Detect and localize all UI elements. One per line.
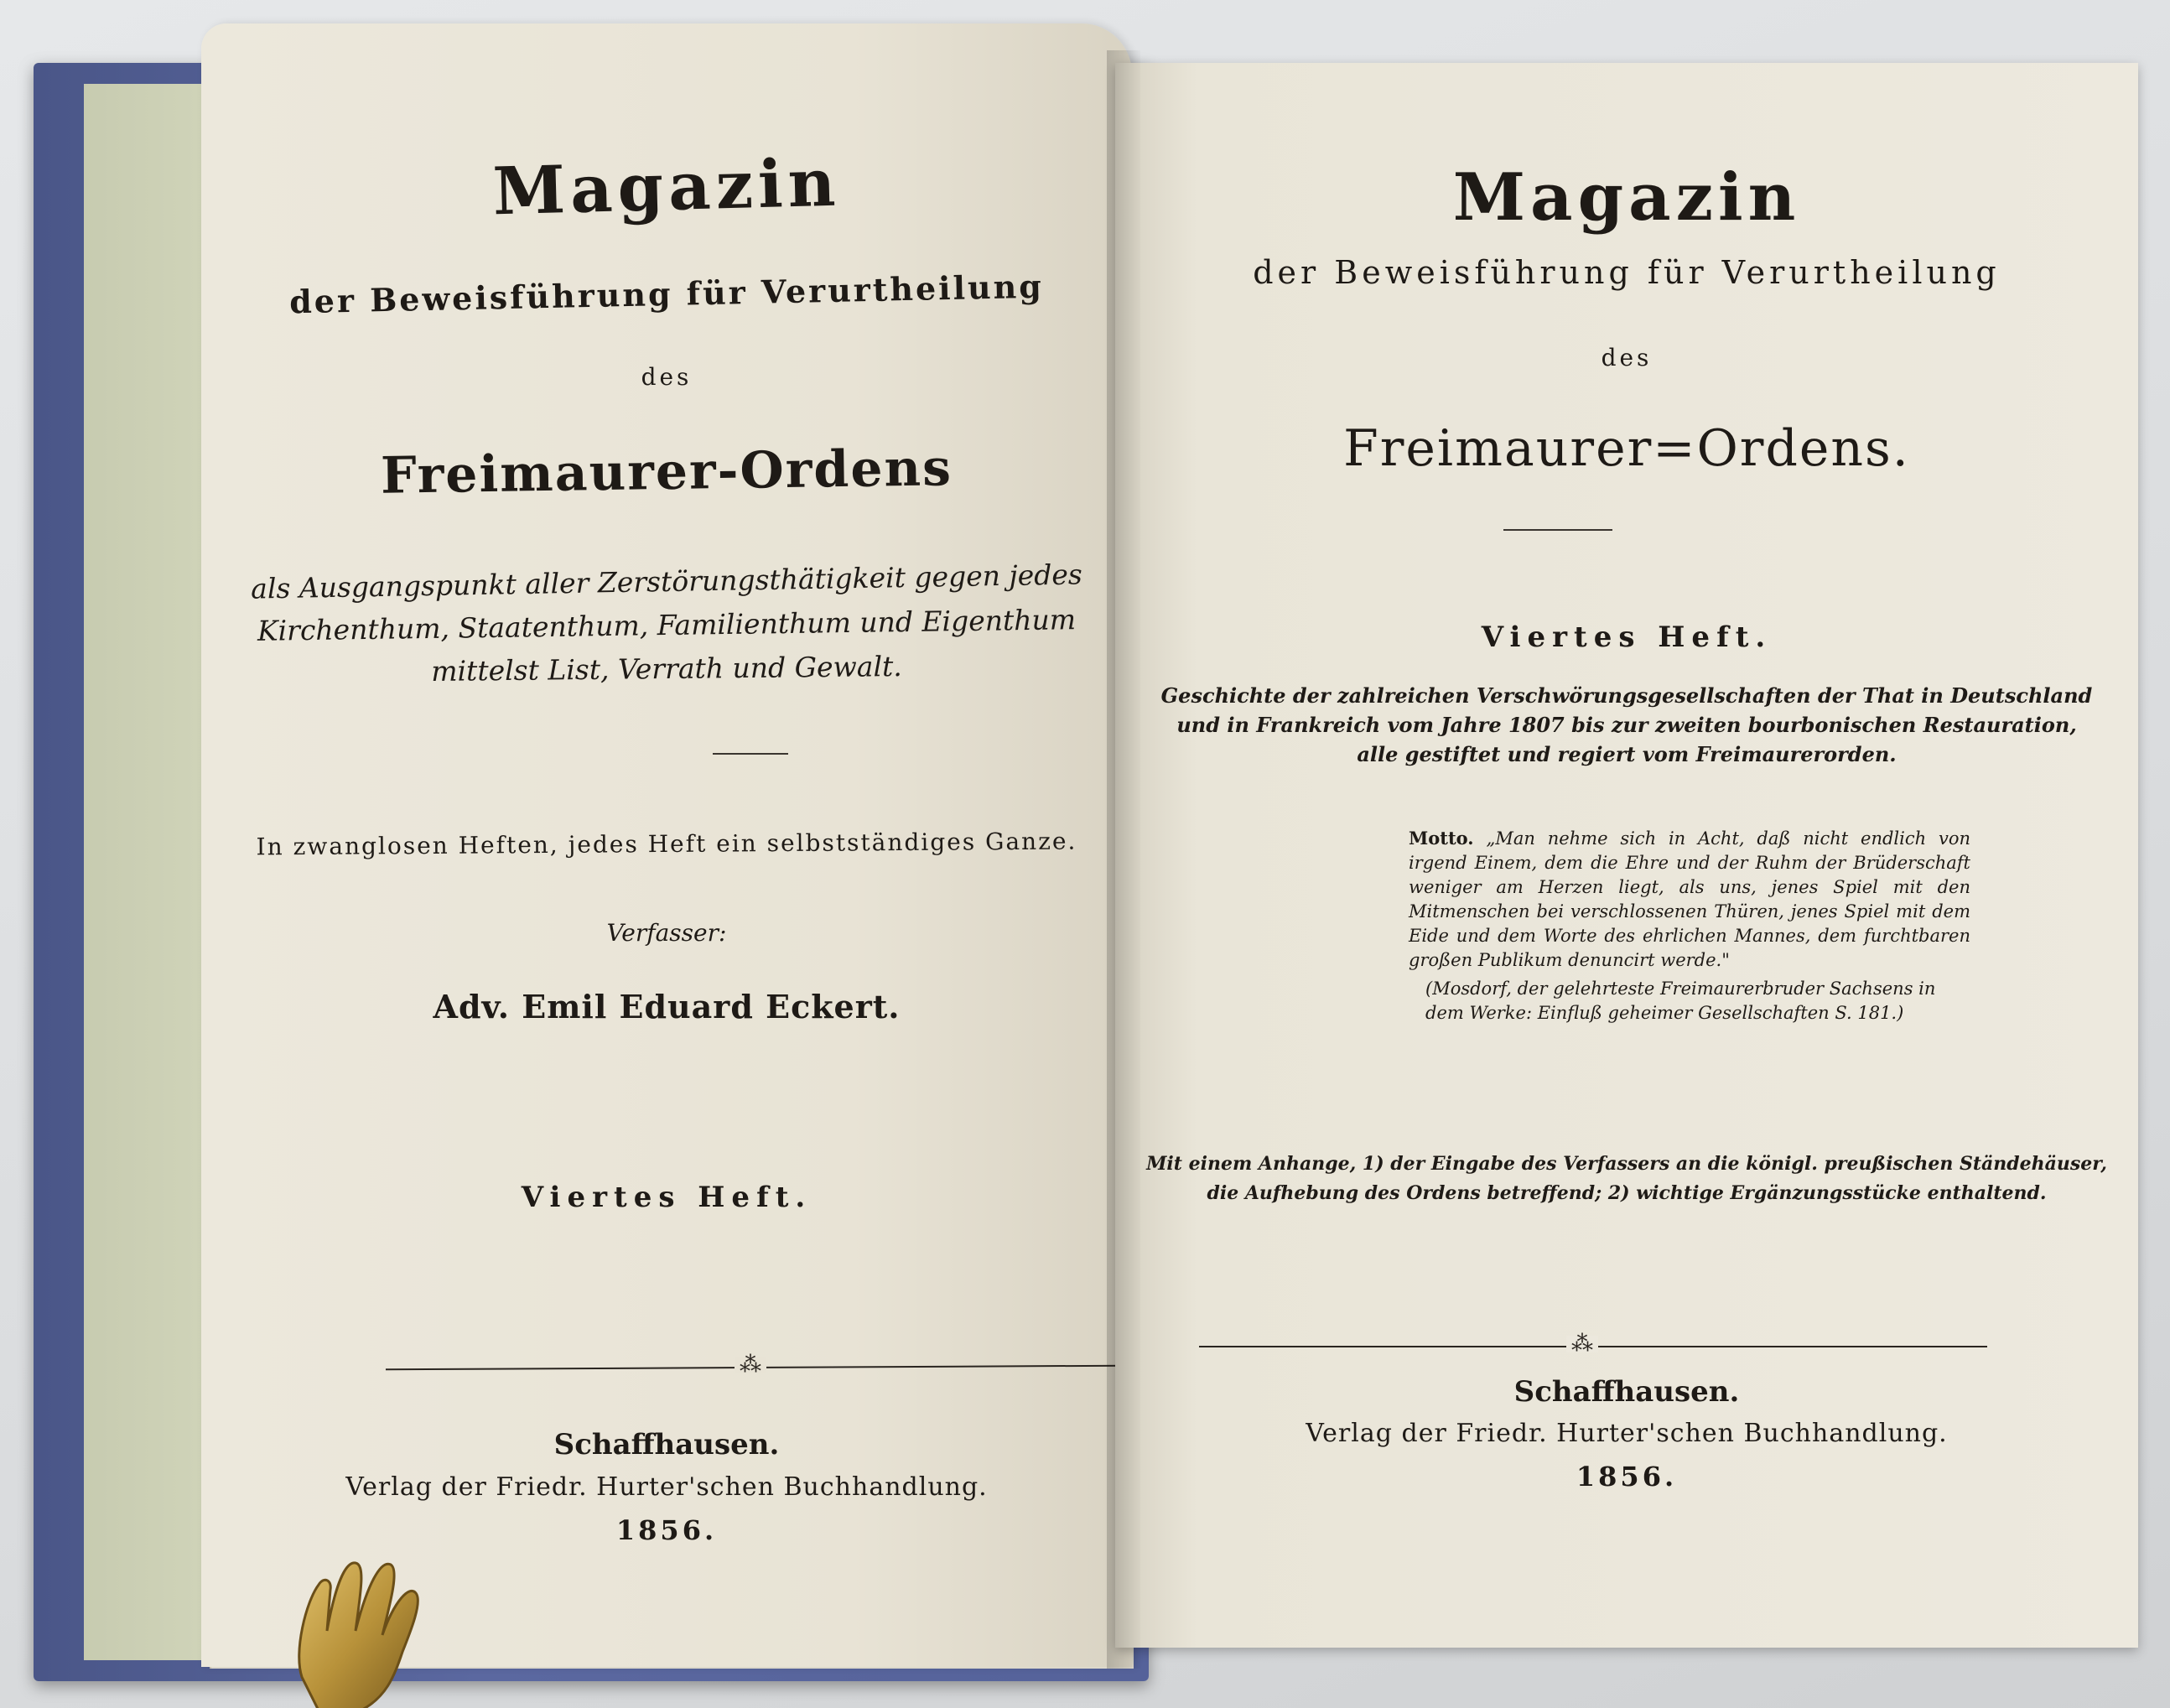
motto-label: Motto. [1409, 828, 1474, 849]
left-des: des [641, 363, 693, 391]
left-title: Magazin [491, 144, 842, 231]
left-issue: Viertes Heft. [521, 1181, 812, 1214]
left-author: Adv. Emil Eduard Eckert. [433, 988, 901, 1025]
right-year: 1856. [1576, 1461, 1678, 1493]
right-rule-ornament-icon: ⁂ [1566, 1336, 1598, 1352]
left-rule-ornament-icon: ⁂ [735, 1357, 766, 1373]
left-city: Schaffhausen. [553, 1428, 780, 1461]
right-des: des [1601, 344, 1653, 371]
left-body-line-2: Kirchenthum, Staatenthum, Familienthum und Eigenthum [257, 603, 1077, 647]
left-body-line-3: mittelst List, Verrath und Gewalt. [431, 650, 902, 688]
right-subtitle: der Beweisführung für Verurtheilung [1253, 254, 2001, 291]
right-title: Magazin [1452, 159, 1801, 236]
left-subtitle: der Beweisführung für Verurtheilung [288, 267, 1045, 321]
left-publisher: Verlag der Friedr. Hurter'schen Buchhandlung. [345, 1472, 988, 1502]
right-short-rule [1503, 529, 1612, 531]
right-city: Schaffhausen. [1513, 1375, 1740, 1409]
right-motto [1409, 826, 1970, 973]
right-appendix-line-2: die Aufhebung des Ordens betreffend; 2) wichtige Ergänzungsstücke enthaltend. [1207, 1182, 2047, 1204]
right-desc-line-2: und in Frankreich vom Jahre 1807 bis zur zweiten bourbonischen Restauration, [1176, 713, 2077, 737]
left-author-label: Verfasser: [606, 919, 727, 947]
left-short-rule [713, 753, 788, 755]
left-year: 1856. [615, 1514, 718, 1546]
right-desc-line-1: Geschichte der zahlreichen Verschwörungsgesellschaften der That in Deutschland [1160, 683, 2093, 708]
brass-hand-icon [268, 1551, 453, 1708]
right-publisher: Verlag der Friedr. Hurter'schen Buchhandlung. [1306, 1419, 1948, 1448]
right-appendix-line-1: Mit einem Anhange, 1) der Eingabe des Verfassers an die königl. preußischen Ständehäuser, [1146, 1153, 2107, 1175]
right-desc-line-3: alle gestiftet und regiert vom Freimaurerorden. [1357, 742, 1897, 766]
left-series-note: In zwanglosen Heften, jedes Heft ein selbstständiges Ganze. [256, 827, 1077, 861]
motto-source: (Mosdorf, der gelehrteste Freimaurerbruder Sachsens in dem Werke: Einfluß geheimer Gesellschaften S. 181.) [1425, 979, 1936, 1023]
right-issue: Viertes Heft. [1481, 620, 1773, 654]
left-page [201, 23, 1132, 1667]
right-order-name: Freimaurer=Ordens. [1343, 419, 1910, 478]
left-body-line-1: als Ausgangspunkt aller Zerstörungsthätigkeit gegen jedes [250, 558, 1083, 605]
motto-text: „Man nehme sich in Acht, daß nicht endlich von irgend Einem, dem die Ehre und der Ruhm der Brüderschaft weniger am Herzen liegt, als uns, jenes Spiel mit den Mitmenschen bei verschlossenen Thüren, jenes Spiel mit dem Eide und dem Worte des ehrlichen Mannes, dem furchtbaren großen Publikum denuncirt werde." [1409, 828, 1970, 970]
book-gutter-shadow [1107, 50, 1140, 1669]
right-page [1115, 63, 2138, 1648]
left-order-name: Freimaurer-Ordens [380, 439, 953, 506]
